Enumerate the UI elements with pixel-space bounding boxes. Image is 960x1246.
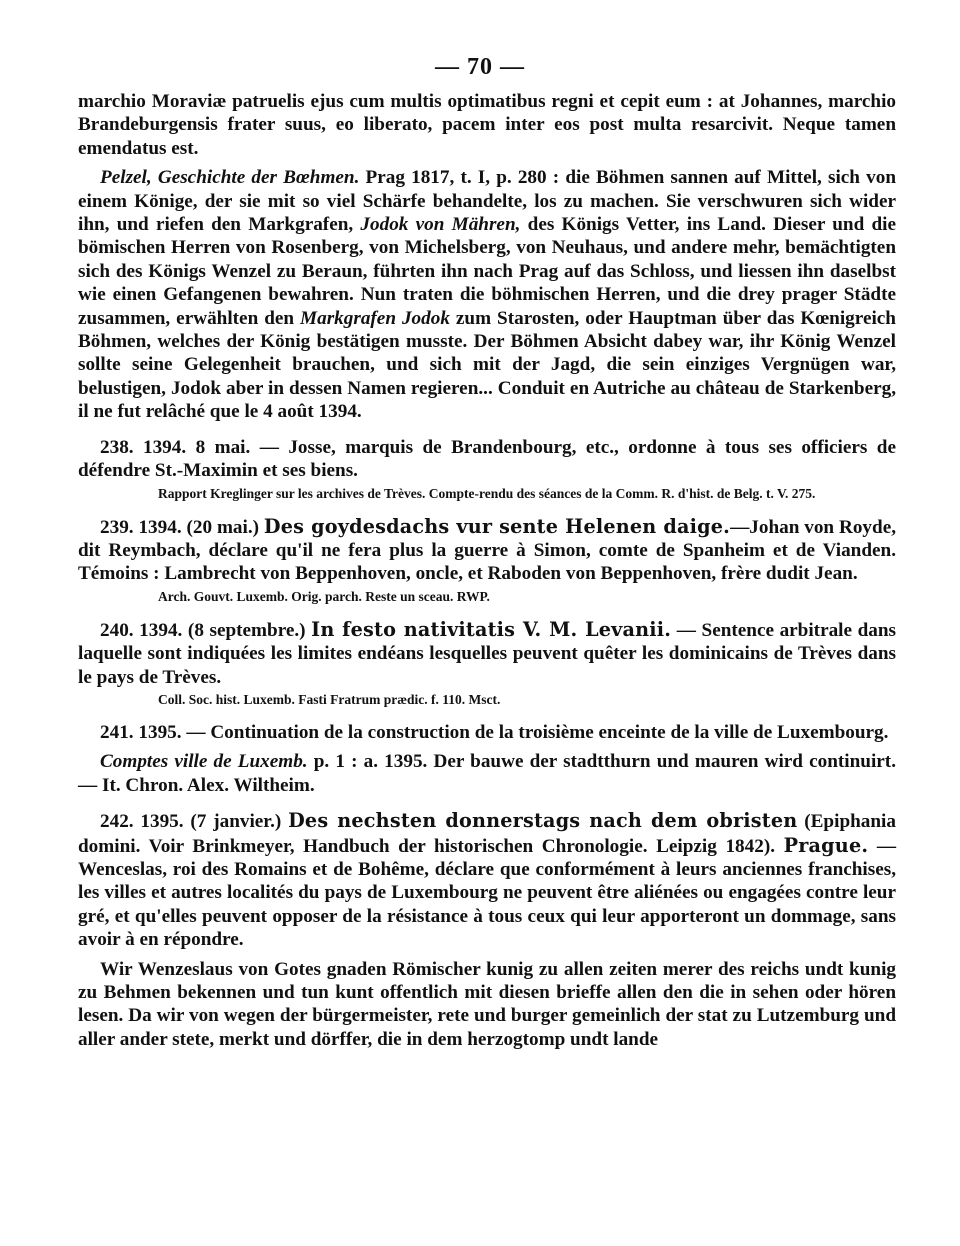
entry-240: 240. 1394. (8 septembre.) In festo nativitatis V. M. Levanii. — Sentence arbitrale dans laquelle sont indiquées les limites endéans lesquelles peuvent quêter les dominicains de Trèves dans le pays de Trèves. [78,617,897,688]
italic-name: Jodok von Mähren, [360,214,521,236]
entry-240-source-note: Coll. Soc. hist. Luxemb. Fasti Fratrum prædic. f. 110. Msct. [158,691,501,707]
entry-number: 238. 1394. [100,436,187,458]
gothic-place: Prague. [783,833,869,857]
entry-238: 238. 1394. 8 mai. — Josse, marquis de Brandenbourg, etc., ordonne à tous ses officiers de défendre St.-Maximin et ses biens. [78,436,896,482]
entry-238-source-note: Rapport Kreglinger sur les archives de Trèves. Compte-rendu des séances de la Comm. R. d'hist. de Belg. t. V. 275. [158,485,816,501]
entry-242: 242. 1395. (7 janvier.) Des nechsten donnerstags nach dem obristen (Epiphania domini. Voir Brinkmeyer, Handbuch der historischen Chronologie. Leipzig 1842). Prague. — Wenceslas, roi des Romains et de Bohême, déclare que conformément à leurs anciennes franchises, les villes et autres localités du pays de Luxembourg ne peuvent être aliénées ou engagées contre leur gré, et qu'elles peuvent opposer de la résistance à tous ceux qui leur apporteront un dommage, sans avoir à en répondre. [78,809,897,951]
gothic-date-heading: Des goydesdachs vur sente Helenen daige. [263,514,731,538]
entry-241: 241. 1395. — Continuation de la construction de la troisième enceinte de la ville de Luxembourg. [100,721,889,743]
entry-number: 242. 1395. [100,811,184,833]
paragraph-charter-text: Wir Wenzeslaus von Gotes gnaden Römischer kunig zu allen zeiten merer des reichs undt kunig zu Behmen bekennen und tun kunt offentlich mit diesen brieffe allen den die in sehen oder hören lesen. Da wir von wegen der bürgermeister, rete und burger gemeinlich der stat zu Lutzemburg und aller ander stete, merkt und dörffer, die in dem herzogtomp undt lande [78,958,896,1050]
page-number: — 70 — [435,54,525,80]
paragraph-latin-excerpt: marchio Moraviæ patruelis ejus cum multis optimatibus regni et cepit eum : at Johannes, marchio Brandeburgensis frater suus, eo liberato, pacem inter eos post multa resarcivit. Neque tamen emendatus est. [78,91,896,159]
gothic-date-heading: In festo nativitatis V. M. Levanii. [311,617,672,641]
italic-name: Markgrafen Jodok [300,307,450,329]
entry-number: 239. 1394. [100,516,182,538]
paragraph-pelzel-quote: Pelzel, Geschichte der Bœhmen. Prag 1817, t. I, p. 280 : die Böhmen sannen auf Mittel, sich von einem Könige, der sie mit so viel Schärfe behandelte, los zu machen. Sie verschwuren sich wider ihn, und riefen den Markgrafen, Jodok von Mähren, des Königs Vetter, ins Land. Dieser und die bömischen Herren von Rosenberg, von Michelsberg, von Neuhaus, und andere mehr, bemächtigten sich des Königs Wenzel zu Beraun, führten ihn nach Prag auf das Schloss, und liessen ihn daselbst wie einen Gefangenen bewahren. Nun traten die böhmischen Herren, und die drey prager Städte zusammen, erwählten den Markgrafen Jodok zum Starosten, oder Hauptman über das Kœnigreich Böhmen, welches der König bestätigen musste. Der Böhmen Absicht dabey war, ihr König Wenzel sollte seine Gelegenheit brauchen, und sich mit der Jagd, die sein einziges Vergnügen war, belustigen, Jodok aber in dessen Namen regieren... Conduit en Autriche au château de Starkenberg, il ne fut relâché que le 4 août 1394. [78,167,897,423]
reference-title: Pelzel, Geschichte der Bœhmen. [100,167,360,189]
entry-241-reference: Comptes ville de Luxemb. p. 1 : a. 1395. Der bauwe der stadtthurn und mauren wird continuirt. — It. Chron. Alex. Wiltheim. [78,751,896,796]
reference-title: Comptes ville de Luxemb. [100,751,308,773]
entry-239: 239. 1394. (20 mai.) Des goydesdachs vur sente Helenen daige.—Johan von Royde, dit Reymbach, déclare qu'il ne fera plus la guerre à Simon, comte de Spanheim et de Vianden. Témoins : Lambrecht von Beppenhoven, oncle, et Raboden von Beppenhoven, frère dudit Jean. [78,514,897,585]
entry-number: 241. 1395. [100,721,182,743]
entry-number: 240. 1394. [100,619,183,641]
page-body [78,90,896,1051]
entry-239-source-note: Arch. Gouvt. Luxemb. Orig. parch. Reste un sceau. RWP. [158,588,490,604]
gothic-date-heading: Des nechsten donnerstags nach dem obristen [288,809,798,833]
